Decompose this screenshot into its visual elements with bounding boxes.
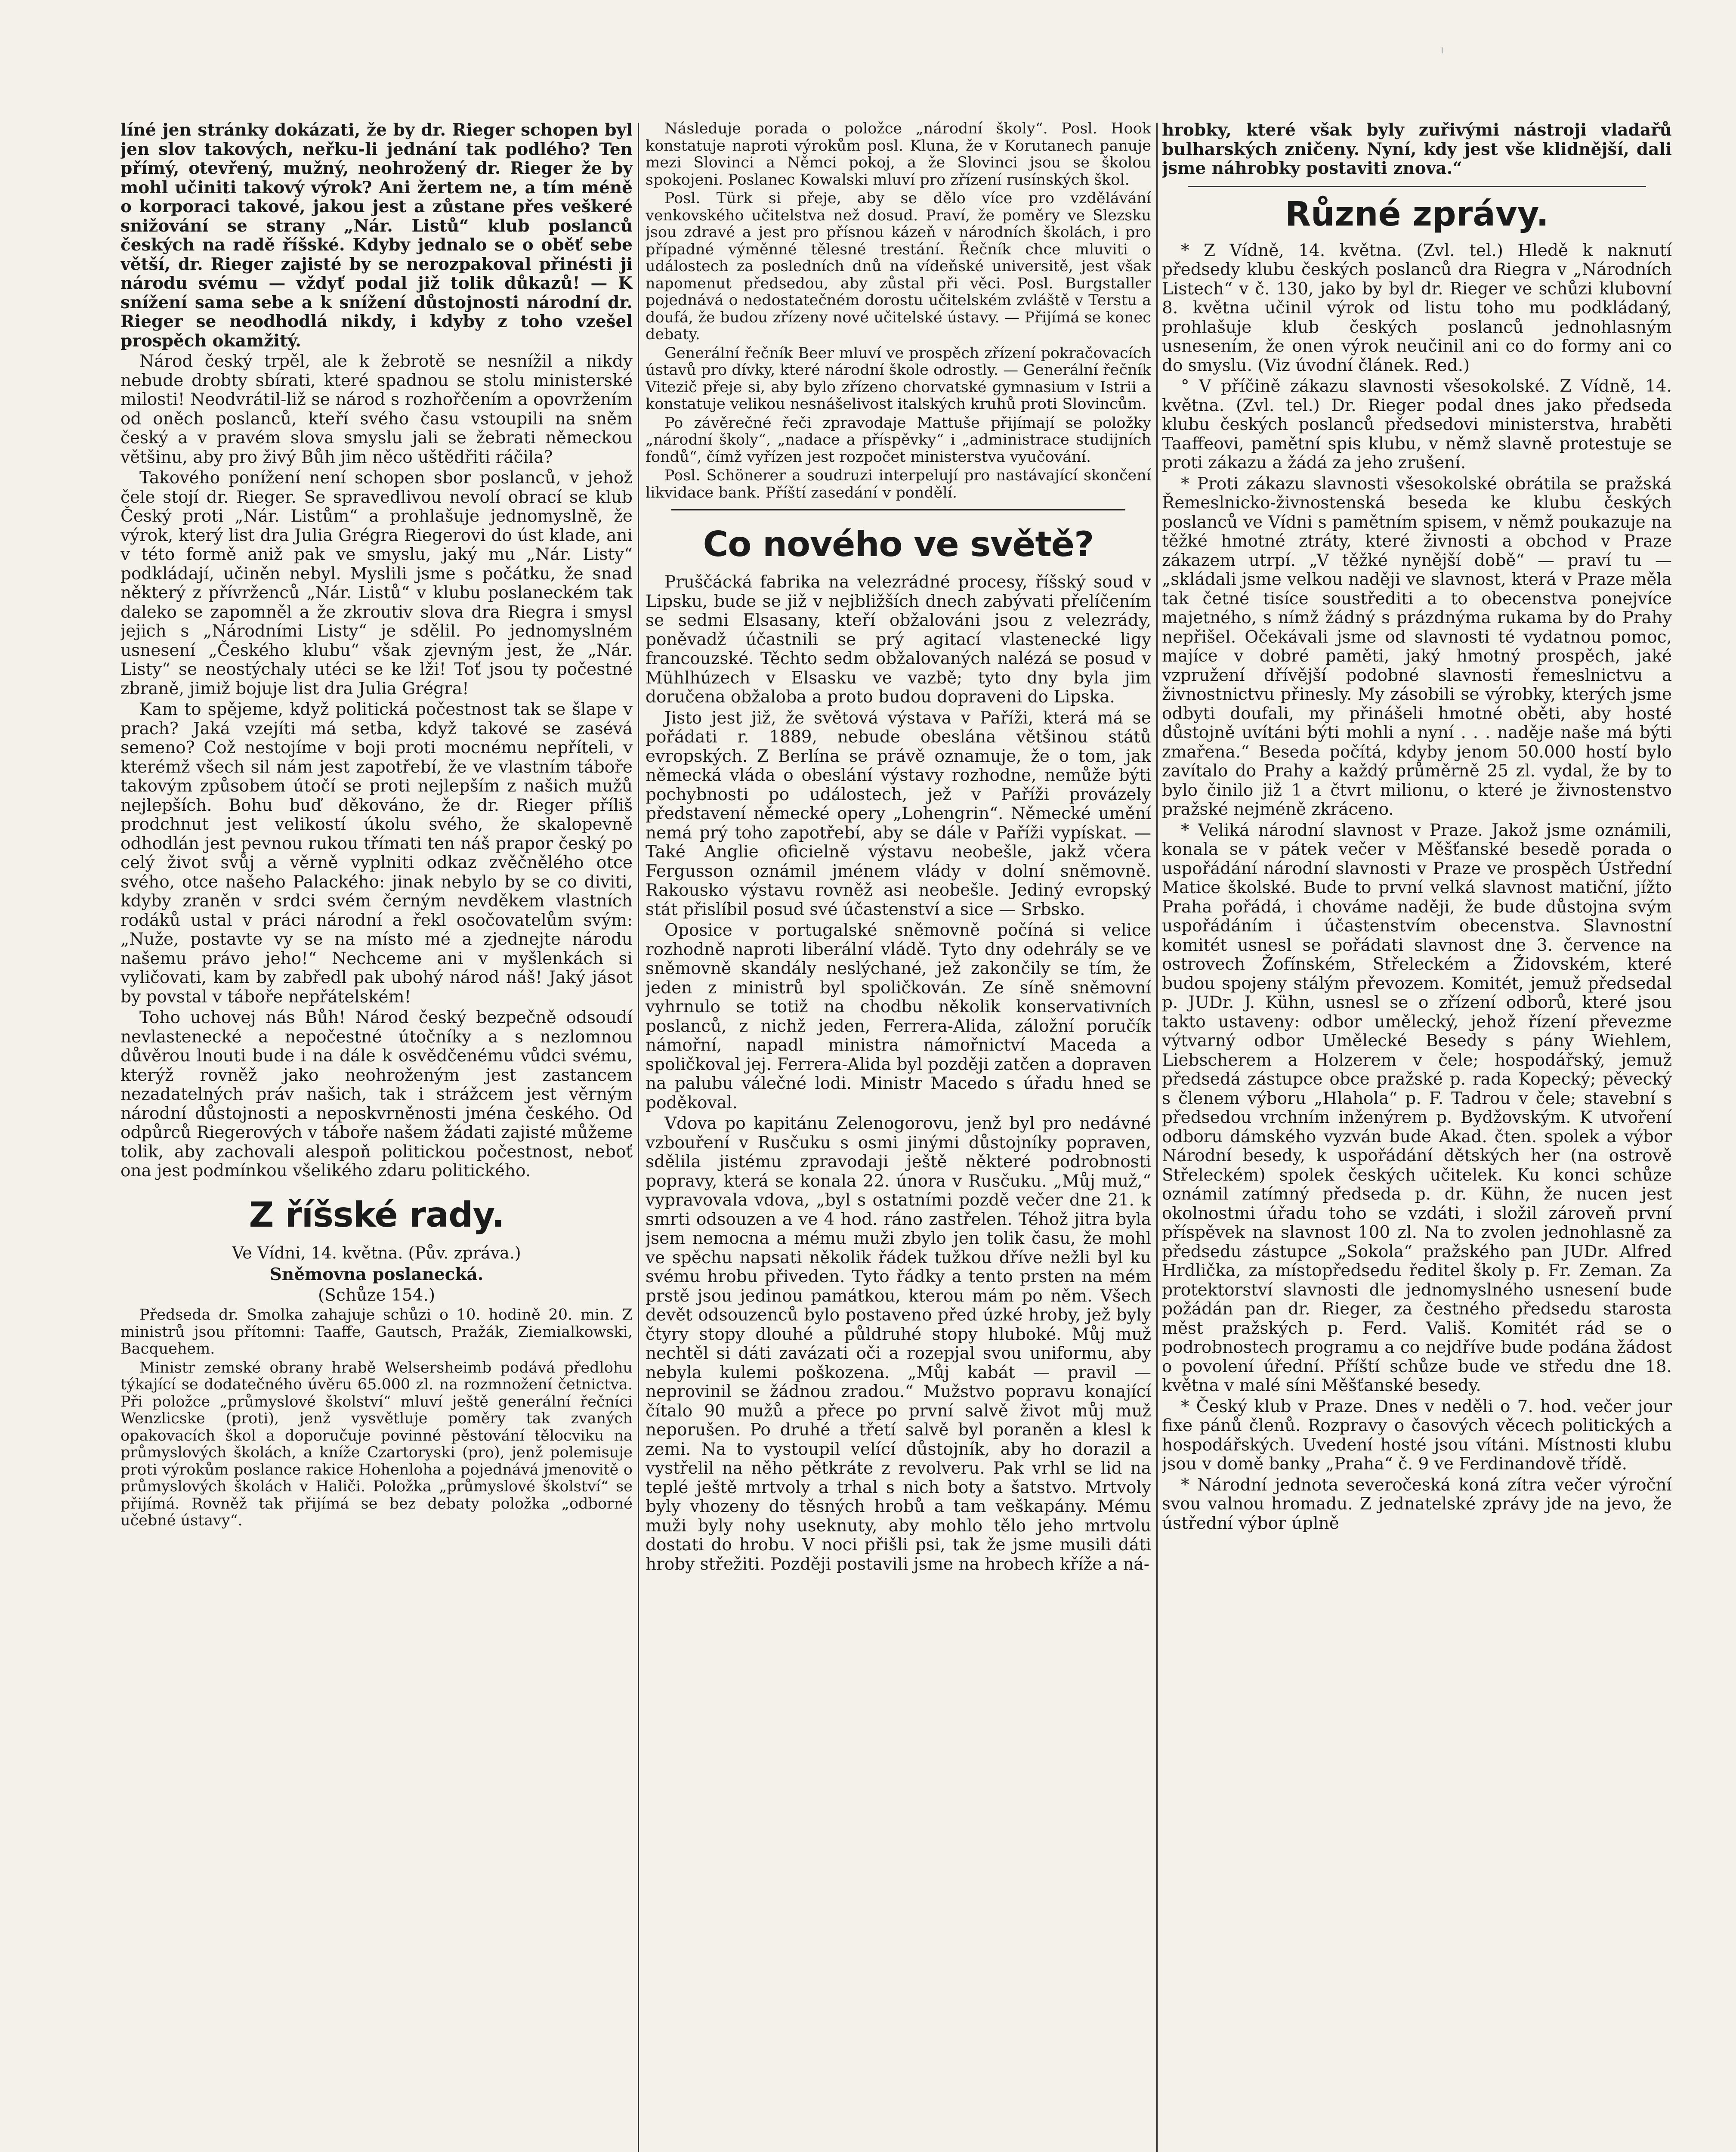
report-paragraph: Ministr zemské obrany hrabě Welsersheimb podává předlohu týkající se dodatečného úvěru 65.000 zl. na rozmnožení četnictva. Při položce „průmyslové školství“ mluví ještě generální řečníci Wenzlicske (proti), jenž vysvětluje poměry tak zvaných opakovacích škol a doporučuje povinné pěstování tělocviku na průmyslových školách, a kníže Czartoryski (pro), jenž polemisuje proti výrokům poslance rakice Hohenloha a pojednává jmenovitě o průmyslových školách v Haliči. Položka „průmyslové školství“ se přijímá. Rovněž tak přijímá se bez debaty položka „odborné učebné ústavy“. [120,1359,633,1529]
column-rule-1 [638,123,639,2152]
article-paragraph: Kam to spějeme, když politická počestnost tak se šlape v prach? Jaká vzejíti má setba, když takové se zasévá semeno? Což nestojíme v boji proti mocnému nepříteli, v kterémž všech sil nám jest zapotřebí, že ve vlastním táboře takovým způsobem útočí se proti nejlepším z našich mužů nejlepších. Bohu buď děkováno, že dr. Rieger příliš prodchnut jest velikostí úkolu svého, že skalopevně odhodlán jest pevnou rukou třímati ten náš prapor český po celý život svůj a věrně vyplniti odkaz zvěčnělého otce svého, otce našeho Palackého: jinak nebylo by se co diviti, kdyby zraněn v srdci svém černým nevděkem vlastních rodáků ustal v práci národní a řekl osočovatelům svým: „Nuže, postavte vy se na místo mé a zjednejte národu našemu právo jeho!“ Nechceme ani v myšlenkách si vyličovati, kam by zabředl pak ubohý národ náš! Jaký jásot by povstal v táboře nepřátelském! [120,700,633,1007]
article-paragraph: Toho uchovej nás Bůh! Národ český bezpečně odsoudí nevlastenecké a nepočestné útočníky a s nezlomnou důvěrou lnouti bude i na dále k osvědčenému vůdci svému, kterýž rovněž jako neohroženým jest zastancem nezadatelných práv našich, tak i strážcem jest věrným národní důstojnosti a neposkvrněnosti jména českého. Od odpůrců Riegerových v táboře našem žádati zajisté můžeme tolik, aby zachovali alespoň politickou počestnost, neboť ona jest podmínkou všelikého zdaru politického. [120,1008,633,1181]
news-item: * Český klub v Praze. Dnes v neděli o 7. hod. večer jour fixe pánů členů. Rozpravy o časových věcech politických a hospodářských. Uvedení hosté jsou vítáni. Místnosti klubu jsou v domě banky „Praha“ č. 9 ve Ferdinandově třídě. [1162,1397,1672,1474]
column-rule-2 [1156,123,1158,2152]
section-heading-reichsrat: Z říšské rady. [249,1194,504,1235]
continued-paragraph: hrobky, které však byly zuřivými nástroji vladařů bulharských zničeny. Nyní, kdy jest vše klidnější, dali jsme náhrobky postaviti znova.“ [1162,121,1672,178]
report-paragraph: Generální řečník Beer mluví ve prospěch zřízení pokračovacích ústavů pro dívky, které národní škole odrostly. — Generální řečník Vitezič přeje si, aby bylo zřízeno chorvatské gymnasium v Istrii a konstatuje velikou nesnášelivost italských kruhů proti Slovincům. [646,344,1151,413]
report-paragraph: Po závěrečné řeči zpravodaje Mattuše přijímají se položky „národní školy“, „nadace a příspěvky“ i „administrace studijních fondů“, čímž vyřízen jest rozpočet ministerstva vyučování. [646,414,1151,466]
article-paragraph: Národ český trpěl, ale k žebrotě se nesnížil a nikdy nebude drobty sbírati, které spadnou se stolu ministerské milosti! Neodvrátil-liž se národ s rozhořčením a opovržením od oněch poslanců, kteří svého času vstoupili na sněm český a v pravém slova smyslu jali se žebrati německou většinu, aby pro živý Bůh jim něco uštědřiti ráčila? [120,352,633,467]
news-paragraph: Jisto jest již, že světová výstava v Paříži, která má se pořádati r. 1889, nebude obeslána většinou států evropských. Z Berlína se právě oznamuje, že o tom, jak německá vláda o obeslání výstavy rozhodne, nemůže býti pochybnosti po událostech, jež v Paříži provázely představení německé opery „Lohengrin“. Německé umění nemá prý toho zapotřebí, aby se dále v Paříži vypískat. — Také Anglie oficielně výstavu neobešle, jakž včera Fergusson oznámil jménem vlády v dolní sněmovně. Rakousko výstavu rovněž asi neobešle. Jediný evropský stát přislíbil posud své účastenství a sice — Srbsko. [646,708,1151,919]
news-item: * Veliká národní slavnost v Praze. Jakož jsme oznámili, konala se v pátek večer v Měšťanské besedě porada o uspořádání národní slavnosti v Praze ve prospěch Ústřední Matice školské. Bude to první velká slavnost matiční, jížto Praha pořádá, i chováme naději, že bude důstojna svým uspořádáním i účastenstvím obecenstva. Slavnostní komitét usnesl se pořádati slavnost dne 3. července na ostrovech Žofínském, Střeleckém a Židovském, které budou spojeny stálým převozem. Komitét, jemuž předsedal p. JUDr. J. Kühn, usnesl se o zřízení odborů, které jsou takto ustaveny: odbor umělecký, jehož řízení převezme výtvarný odbor Umělecké Besedy s pány Wiehlem, Liebscherem a Holzerem v čele; hospodářský, jemuž předsedá zástupce obce pražské p. rada Kopecký; pěvecký s členem výboru „Hlahola“ p. F. Tadrou v čele; stavební s předsedou vrchním inženýrem p. Bydžovským. K utvoření odboru dámského vyzván bude Akad. čten. spolek a výbor Národní besedy, k uspořádání dětských her (na ostrově Střeleckém) spolek českých učitelek. Ku konci schůze oznámil zatímný předseda p. dr. Kühn, že nucen jest okolnostmi úřadu toho se vzdáti, i složil zároveň první příspěvek na slavnost 100 zl. Na to zvolen jednohlasně za předsedu zástupce „Sokola“ pražského pan JUDr. Alfred Hrdlička, za místopředsedu ředitel školy p. Fr. Zeman. Za protektorství slavnosti dle jednomyslného usnesení bude požádán pan dr. Rieger, za čestného předsedu starosta měst pražských p. Ferd. Vališ. Komitét rád se o podrobnostech programu a co nejdříve bude podána žádost o povolení úřední. Příští schůze bude ve středu dne 18. května v malé síni Měšťanské besedy. [1162,820,1672,1395]
report-paragraph: Předseda dr. Smolka zahajuje schůzi o 10. hodině 20. min. Z ministrů jsou přítomni: Taaffe, Gautsch, Pražák, Ziemialkowski, Bacquehem. [120,1306,633,1357]
report-paragraph: Posl. Schönerer a soudruzi interpelují pro nastávající skončení likvidace bank. Příští zasedání v pondělí. [646,467,1151,501]
section-divider [1188,186,1646,187]
section-divider [671,509,1125,510]
page-speck [1442,47,1443,53]
subheading: Sněmovna poslanecká. [269,1265,484,1284]
article-paragraph: Takového ponížení není schopen sbor poslanců, v jehož čele stojí dr. Rieger. Se spravedlivou nevolí obrací se klub Český proti „Nár. Listům“ a prohlašuje jednomyslně, že výrok, který list dra Julia Grégra Riegerovi do úst klade, ani v této formě aniž pak ve smyslu, jaký mu „Nár. Listy“ podkládají, učiněn nebyl. Myslili jsme s počátku, že snad některý z přívrženců „Nár. Listů“ v klubu poslaneckém tak daleko se zapomněl a že zkroutiv slova dra Riegra i smysl jejich s „Národními Listy“ je sdělil. Po jednomyslném usnesení „Českého klubu“ však zjevným jest, že „Nár. Listy“ se neostýchaly utéci se ke lži! Toť jsou ty počestné zbraně, jimiž bojuje list dra Julia Grégra! [120,468,633,699]
news-item: * Z Vídně, 14. května. (Zvl. tel.) Hledě k naknutí předsedy klubu českých poslanců dra Riegra v „Národních Listech“ v č. 130, jako by byl dr. Rieger ve schůzi klubovní 8. května učinil výrok od listu toho mu podkládaný, prohlašuje klub českých poslanců jednohlasným usnesením, že onen výrok neučinil ani co do formy ani co do smyslu. (Viz úvodní článek. Red.) [1162,241,1672,375]
report-paragraph: Posl. Türk si přeje, aby se dělo více pro vzdělávání venkovského učitelstva než dosud. Praví, že poměry ve Slezsku jsou zdravé a jest pro přísnou kázeň v národních školách, i pro případné výměnné tělesné trestání. Řečník chce mluviti o událostech za posledních dnů na vídeňské universitě, jest však napomenut předsedou, aby zůstal při věci. Posl. Burgstaller pojednává o nedostatečném dorostu učitelském zvláště v Terstu a doufá, že budou zřízeny nové učitelské ústavy. — Přijímá se konec debaty. [646,190,1151,343]
session-number: (Schůze 154.) [318,1285,436,1305]
section-heading-world-news: Co nového ve světě? [703,524,1094,564]
news-paragraph: Pruščácká fabrika na velezrádné procesy, říšský soud v Lipsku, bude se již v nejbližších dnech zabývati přelíčením se sedmi Elsasany, kteří obžalováni jsou z velezrády, poněvadž účastnili se prý agitací vlastenecké ligy francouzské. Těchto sedm obžalovaných nalézá se posud v Mühlhúzech v Elsasku ve vazbě; tyto dny byla jim doručena obžaloba a proto budou dopraveni do Lipska. [646,572,1151,707]
column-right [1162,121,1672,2152]
report-block [120,1307,633,1530]
news-item: * Národní jednota severočeská koná zítra večer výroční svou valnou hromadu. Z jednatelské zprávy jde na jevo, že ústřední výbor úplně [1162,1475,1672,1533]
report-paragraph: Následuje porada o položce „národní školy“. Posl. Hook konstatuje naproti výrokům posl. Kluna, že v Korutanech panuje mezi Slovinci a Němci pokoj, a že Slovinci jsou se školou spokojeni. Poslanec Kowalski mluví pro zřízení rusínských škol. [646,121,1151,189]
article-paragraph: líné jen stránky dokázati, že by dr. Rieger schopen byl jen slov takových, neřku-li jednání tak podlého? Ten přímý, otevřený, mužný, neohrožený dr. Rieger že by mohl učiniti takový výrok? Ani žertem ne, a tím méně o korporaci takové, jakou jest a zůstane přes veškeré snižování se strany „Nár. Listů“ klub poslanců českých na radě říšské. Kdyby jednalo se o oběť sebe větší, dr. Rieger zajisté by se nerozpakoval přinésti ji národu svému — vždyť podal již tolik důkazů! — K snížení sama sebe a k snížení důstojnosti národní dr. Rieger se neodhodlá nikdy, i kdyby z toho vzešel prospěch okamžitý. [120,121,633,351]
news-item: * Proti zákazu slavnosti všesokolské obrátila se pražská Řemeslnicko-živnostenská beseda ke klubu českých poslanců ve Vídni s pamětním spisem, v němž poukazuje na těžké hmotné ztráty, které živnosti a obchod v Praze zákazem utrpí. „V těžké nynější době“ — praví tu — „skládali jsme velkou naději ve slavnost, která v Praze měla tak četné tisíce soustřediti a to obecenstva ponejvíce majetného, s nímž žádný s prázdnýma rukama by do Prahy nepřišel. Očekávali jsme od slavnosti té vydatnou pomoc, majíce v dobré paměti, jaký hmotný prospěch, jaké vzpružení dřívější podobné slavnosti řemeslnictvu a živnostnictvu přinesly. My zásobili se výrobky, kterých jsme odbyti doufali, my přinášeli hmotné oběti, aby hosté důstojně uvítáni býti mohli a nyní . . . naděje naše má býti zmařena.“ Beseda počítá, kdyby jenom 50.000 hostí bylo zavítalo do Prahy a každý průměrně 25 zl. vydal, že by to bylo činilo již 1 a čtvrt milionu, o které je živnostenstvo pražské nejméně zkráceno. [1162,474,1672,819]
section-heading-misc-news: Různé zprávy. [1285,195,1549,234]
report-block-continued [646,121,1151,501]
news-item: ° V příčině zákazu slavnosti všesokolské. Z Vídně, 14. května. (Zvl. tel.) Dr. Rieger podal dnes jako předseda klubu českých poslanců předsedovi ministerstva, hraběti Taaffeovi, pamětní spis klubu, v němž slavně protestuje se proti zákazu a žádá za jeho zrušení. [1162,377,1672,473]
news-paragraph: Oposice v portugalské sněmovně počíná si velice rozhodně naproti liberální vládě. Tyto dny odehrály se ve sněmovně skandály neslýchané, jež zakončily se tím, že jeden z ministrů byl spoličkován. Ze síně sněmovní vyhrnulo se totiž na chodbu několik konservativních poslanců, z nichž jeden, Ferrera-Alida, záložní poručík námořní, napadl ministra námořnictví Maceda a spoličkoval jej. Ferrera-Alida byl později zatčen a dopraven na palubu válečné lodi. Ministr Macedo s úřadu hned se poděkoval. [646,921,1151,1113]
column-left [120,121,633,2152]
dateline: Ve Vídni, 14. května. (Pův. zpráva.) [232,1243,521,1262]
column-middle [646,121,1151,2152]
news-paragraph: Vdova po kapitánu Zelenogorovu, jenž byl pro nedávné vzbouření v Rusčuku s osmi jinými důstojníky popraven, sdělila jistému zpravodaji ještě některé podrobnosti popravy, která se konala 22. února v Rusčuku. „Můj muž,“ vypravovala vdova, „byl s ostatními pozdě večer dne 21. k smrti odsouzen a ve 4 hod. ráno zastřelen. Téhož jitra byla jsem nemocna a mému muži zbylo jen tolik času, že mohl ve spěchu napsati několik řádek tužkou dříve nežli byl ku svému hrobu přiveden. Tyto řádky a tento prsten na mém prstě jsou jedinou památkou, kterou mám po něm. Všech devět odsouzenců bylo postaveno před úzké hroby, jež byly čtyry stopy dlouhé a půldruhé stopy hluboké. Můj muž nechtěl si dáti zavázati oči a rozepjal svou uniformu, aby nebyla kulemi poškozena. „Můj kabát — pravil — neprovinil se žádnou zradou.“ Mužstvo popravu konající čítalo 90 mužů a přece po první salvě život můj muž neporušen. Po druhé a třetí salvě byl poraněn a klesl k zemi. Na to vystoupil velící důstojník, aby ho dorazil a vystřelil na něho pětkráte z revolveru. Pak vrhl se lid na teplé ještě mrtvoly a trhal s nich boty a šatstvo. Mrtvoly byly vhozeny do těsných hrobů a tam veškapány. Mému muži byly nohy useknuty, aby mohlo tělo jeho mrtvolu dostati do hrobu. V noci přišli psi, tak že jsme musili dáti hroby střežiti. Později postavili jsme na hrobech kříže a ná- [646,1114,1151,1574]
